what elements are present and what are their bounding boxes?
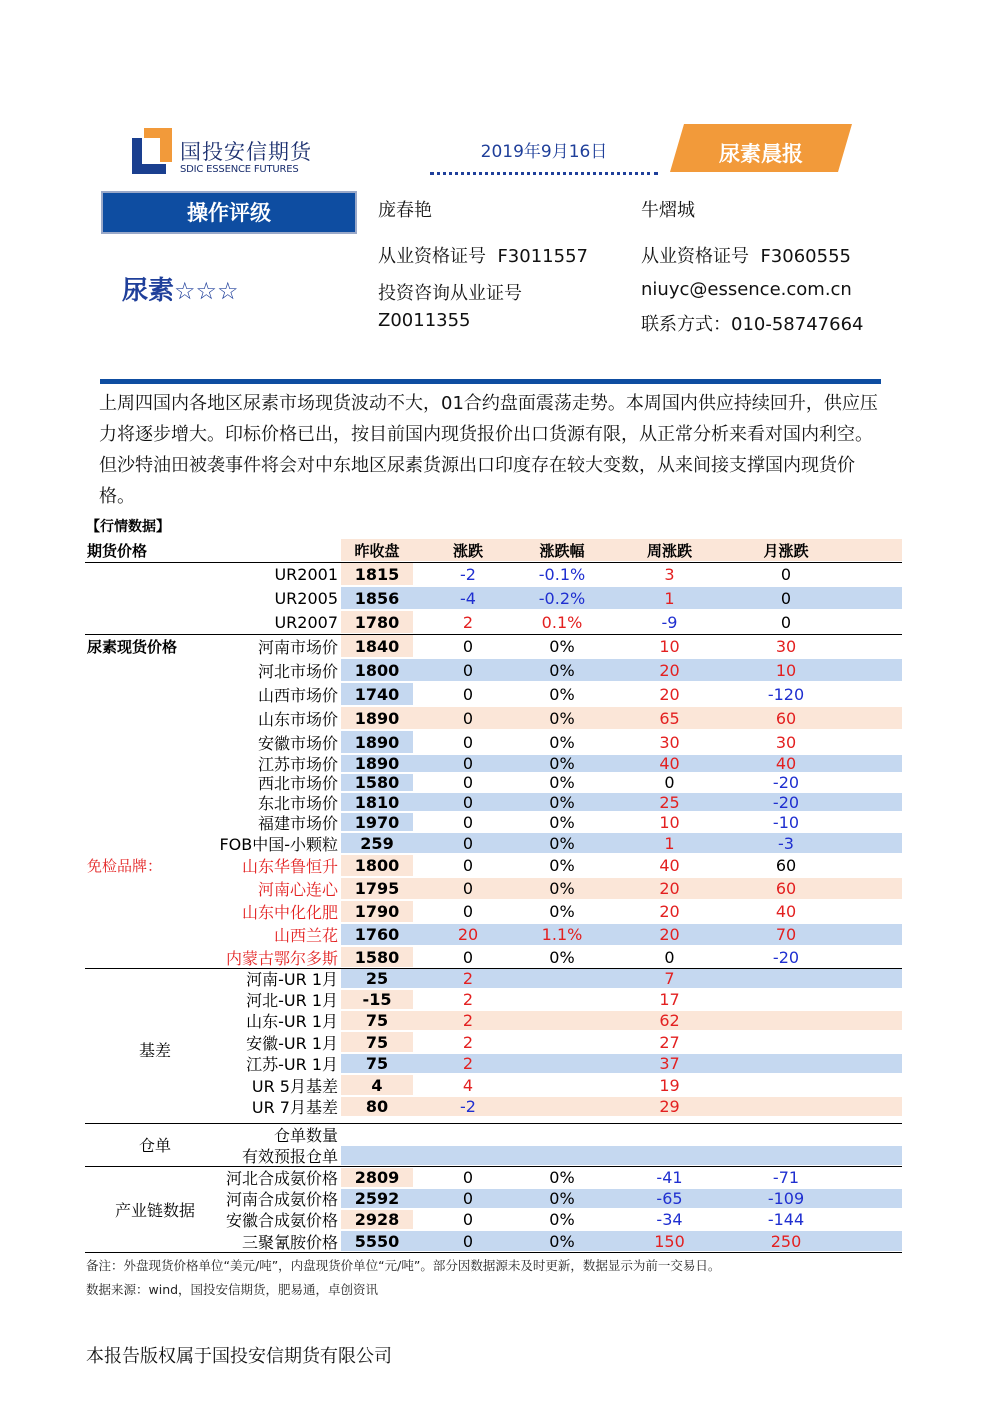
analyst-2-license-number: F3060555 <box>760 246 851 267</box>
cell-label: 河北合成氨价格 <box>225 1169 338 1188</box>
cell-week: -34 <box>656 1210 683 1229</box>
cell-pct: 0% <box>549 660 575 680</box>
cell-month: 70 <box>775 925 797 944</box>
cell-pct: 0% <box>549 856 575 875</box>
cell-label: 河南合成氨价格 <box>225 1190 338 1209</box>
cell-week: 19 <box>659 1075 680 1095</box>
cell-week: 10 <box>659 636 680 656</box>
cell-label: 西北市场价 <box>257 774 338 793</box>
cell-change: 2 <box>462 990 474 1009</box>
analyst-1-consult-label: 投资咨询从业证号 <box>378 283 522 304</box>
table-row <box>85 754 902 773</box>
cell-month: 30 <box>775 636 797 656</box>
cell-week: 150 <box>654 1231 685 1251</box>
cell-week: 3 <box>664 564 675 584</box>
cell-label: 江苏市场价 <box>257 755 338 774</box>
cell-pct: 0% <box>549 947 575 967</box>
cell-change: 0 <box>462 732 474 752</box>
cell-week: 29 <box>659 1097 680 1116</box>
company-logo <box>130 124 312 180</box>
group-exempt-brands: 免检品牌： <box>87 857 163 875</box>
cell-label: 河南心连心 <box>257 880 338 899</box>
report-title-badge <box>670 124 852 172</box>
cell-month: -109 <box>767 1189 805 1208</box>
table-row <box>85 730 902 754</box>
cell-label: UR 5月基差 <box>251 1076 338 1096</box>
cell-pct: 0% <box>549 879 575 898</box>
cell-change: 0 <box>462 773 474 792</box>
table-row <box>85 610 902 634</box>
cell-change: 2 <box>462 1032 474 1052</box>
table-row <box>85 586 902 610</box>
table-row <box>85 706 902 730</box>
table-row <box>85 923 902 946</box>
cell-change: 20 <box>457 925 479 944</box>
cell-close: -15 <box>362 990 392 1009</box>
cell-close: 1840 <box>354 636 400 656</box>
rating-box: 操作评级 <box>101 191 357 234</box>
cell-change: 0 <box>462 1231 474 1251</box>
cell-label: 山东中化化肥 <box>241 903 338 922</box>
table-separator <box>85 634 902 635</box>
cell-close: 1856 <box>354 588 400 608</box>
cell-pct: 0% <box>549 792 575 812</box>
cell-label: 安徽市场价 <box>257 733 338 753</box>
cell-change: 4 <box>462 1075 474 1095</box>
table-row <box>85 658 902 682</box>
cell-month: -10 <box>772 812 800 832</box>
market-summary: 上周四国内各地区尿素市场现货波动不大，01合约盘面震荡走势。本周国内供应持续回升，供应压力将逐步增大。印标价格已出，按目前国内现货报价出口货源有限，从正常分析来看对国内利空。但沙特油田被袭事件将会对中东地区尿素货源出口印度存在较大变数，从来间接支撑国内现货价格。 <box>99 393 878 507</box>
group-spot-price: 尿素现货价格 <box>87 637 178 656</box>
cell-week: 20 <box>659 660 680 680</box>
cell-pct: 0% <box>549 833 575 853</box>
cell-change: 0 <box>462 856 474 875</box>
product-rating <box>122 270 239 307</box>
product-name: 尿素 <box>122 276 175 306</box>
cell-close: 1760 <box>354 925 400 944</box>
cell-pct: 0% <box>549 1168 575 1187</box>
footnote: 备注：外盘现货价格单位“美元/吨”，内盘现货价单位“元/吨”。部分因数据源未及时更新，数据显示为前一交易日。 <box>86 1258 721 1273</box>
cell-close: 2809 <box>354 1168 400 1187</box>
group-industry-chain: 产业链数据 <box>114 1201 195 1220</box>
cell-close: 2928 <box>354 1210 400 1229</box>
table-separator <box>85 968 902 969</box>
cell-week: -9 <box>661 612 678 632</box>
cell-pct: 0% <box>549 684 575 704</box>
cell-label: FOB中国-小颗粒 <box>219 834 338 854</box>
cell-week: 37 <box>659 1054 680 1073</box>
cell-change: 0 <box>462 833 474 853</box>
logo-text-cn: 国投安信期货 <box>180 140 312 164</box>
cell-close: 1890 <box>354 754 400 773</box>
cell-close: 1890 <box>354 732 400 752</box>
cell-label: UR2001 <box>274 564 338 584</box>
section-label-market-data: 【行情数据】 <box>86 519 170 535</box>
data-source: 数据来源：wind，国投安信期货，肥易通，卓创资讯 <box>86 1282 379 1297</box>
cell-week: 62 <box>659 1011 680 1030</box>
header-month: 月涨跌 <box>763 541 809 560</box>
cell-pct: 0% <box>549 902 575 921</box>
cell-month: -120 <box>767 684 805 704</box>
cell-close: 75 <box>365 1011 389 1030</box>
cell-change: 0 <box>462 1210 474 1229</box>
cell-close: 25 <box>365 969 389 988</box>
cell-month: 0 <box>780 612 792 632</box>
table-row <box>85 773 902 792</box>
cell-week: 25 <box>659 792 680 812</box>
group-basis: 基差 <box>138 1041 171 1060</box>
cell-pct: -0.1% <box>538 564 586 584</box>
cell-week: 30 <box>659 732 680 752</box>
cell-month: -71 <box>772 1168 800 1187</box>
cell-close: 1800 <box>354 660 400 680</box>
cell-change: 0 <box>462 660 474 680</box>
cell-label: 河南市场价 <box>257 637 338 657</box>
cell-label: 山西兰花 <box>273 926 338 945</box>
cell-week: 1 <box>664 833 675 853</box>
cell-week: 0 <box>664 773 675 792</box>
cell-close: 1795 <box>354 879 400 898</box>
cell-close: 1890 <box>354 708 400 728</box>
cell-month: 60 <box>775 879 797 898</box>
cell-close: 1580 <box>354 773 400 792</box>
cell-change: -2 <box>460 1097 476 1116</box>
table-separator <box>85 1252 902 1253</box>
cell-label: 山东市场价 <box>257 709 338 729</box>
cell-month: 250 <box>770 1231 802 1251</box>
cell-change: 0 <box>462 754 474 773</box>
analyst-2-license <box>641 242 851 268</box>
table-row <box>85 682 902 706</box>
cell-close: 5550 <box>354 1231 400 1251</box>
cell-close: 1790 <box>354 902 400 921</box>
header-close: 昨收盘 <box>354 541 400 560</box>
logo-mark-icon <box>130 124 174 176</box>
cell-week: 0 <box>664 947 675 967</box>
cell-pct: 0% <box>549 1189 575 1208</box>
cell-label: 安徽-UR 1月 <box>246 1033 338 1053</box>
cell-change: 2 <box>462 1011 474 1030</box>
cell-pct: 0% <box>549 773 575 792</box>
table-row <box>85 877 902 900</box>
cell-week: 40 <box>659 754 680 773</box>
cell-label: 山东华鲁恒升 <box>241 857 338 876</box>
cell-month: 0 <box>780 588 792 608</box>
cell-month: 0 <box>780 564 792 584</box>
cell-change: 0 <box>462 792 474 812</box>
cell-label: UR2005 <box>274 588 338 608</box>
cell-close: 1810 <box>354 792 400 812</box>
cell-week: 20 <box>659 684 680 704</box>
cell-label: 安徽合成氨价格 <box>225 1211 338 1230</box>
cell-change: 0 <box>462 636 474 656</box>
cell-close: 1815 <box>354 564 400 584</box>
cell-label: UR2007 <box>274 612 338 632</box>
cell-week: 40 <box>659 856 680 875</box>
cell-label: 仓单数量 <box>273 1125 338 1145</box>
cell-pct: 0% <box>549 708 575 728</box>
header-category: 期货价格 <box>87 541 148 560</box>
cell-month: 30 <box>775 732 797 752</box>
cell-label: 山西市场价 <box>257 685 338 705</box>
analyst-1-license-label: 从业资格证号 <box>378 246 486 267</box>
cell-pct: 0% <box>549 812 575 832</box>
cell-month: -20 <box>772 773 800 792</box>
table-row <box>85 792 902 812</box>
cell-close: 75 <box>365 1054 389 1073</box>
cell-month: 60 <box>775 708 797 728</box>
analyst-1-name: 庞春艳 <box>378 200 432 221</box>
analyst-2-email: niuyc@essence.com.cn <box>641 279 852 300</box>
cell-close: 2592 <box>354 1189 400 1208</box>
cell-month: 60 <box>775 856 797 875</box>
cell-week: 7 <box>664 969 675 988</box>
analyst-1-consult-number: Z0011355 <box>378 310 471 331</box>
cell-close: 75 <box>365 1032 389 1052</box>
cell-month: -20 <box>772 792 800 812</box>
cell-month: -3 <box>778 833 794 853</box>
table-row <box>85 832 902 854</box>
rating-stars: ☆☆☆ <box>174 277 239 305</box>
cell-change: 0 <box>462 1189 474 1208</box>
report-date: 2019年9月16日 <box>430 137 658 175</box>
cell-label: 东北市场价 <box>257 793 338 813</box>
cell-label: 福建市场价 <box>257 813 338 833</box>
cell-label: 山东-UR 1月 <box>246 1012 338 1031</box>
cell-change: 2 <box>462 1054 474 1073</box>
cell-change: 0 <box>462 684 474 704</box>
cell-week: 10 <box>659 812 680 832</box>
cell-month: -20 <box>772 947 800 967</box>
table-separator <box>85 1166 902 1167</box>
cell-label: 河南-UR 1月 <box>246 970 338 989</box>
cell-month: -144 <box>767 1210 805 1229</box>
analyst-2-license-label: 从业资格证号 <box>641 246 749 267</box>
cell-close: 1580 <box>354 947 400 967</box>
cell-change: 0 <box>462 1168 474 1187</box>
table-row <box>85 812 902 832</box>
cell-close: 4 <box>371 1075 383 1095</box>
report-title: 尿素晨报 <box>719 142 803 166</box>
analyst-1-license <box>378 242 588 268</box>
table-header-row <box>85 538 902 562</box>
cell-week: -65 <box>656 1189 683 1208</box>
cell-change: 0 <box>462 879 474 898</box>
table-separator <box>85 1123 902 1124</box>
table-row <box>85 562 902 586</box>
cell-change: 0 <box>462 812 474 832</box>
cell-close: 1800 <box>354 856 400 875</box>
cell-change: 0 <box>462 947 474 967</box>
cell-change: 2 <box>462 612 474 632</box>
cell-pct: 1.1% <box>541 925 583 944</box>
cell-change: 0 <box>462 708 474 728</box>
cell-pct: 0% <box>549 1231 575 1251</box>
analyst-2-contact: 联系方式：010-58747664 <box>641 314 864 335</box>
cell-pct: 0.1% <box>541 612 583 632</box>
cell-label: 江苏-UR 1月 <box>246 1055 338 1074</box>
header-change: 涨跌 <box>452 541 483 560</box>
row-highlight <box>341 1146 902 1165</box>
cell-label: 河北-UR 1月 <box>246 991 338 1010</box>
cell-week: 20 <box>659 925 680 944</box>
cell-pct: 0% <box>549 732 575 752</box>
cell-change: 2 <box>462 969 474 988</box>
table-row <box>85 900 902 923</box>
table-row <box>85 946 902 968</box>
cell-label: 三聚氰胺价格 <box>241 1232 338 1252</box>
cell-week: 1 <box>664 588 675 608</box>
cell-change: -2 <box>460 564 476 584</box>
cell-close: 1970 <box>354 812 400 832</box>
cell-label: UR 7月基差 <box>251 1098 338 1117</box>
cell-pct: -0.2% <box>538 588 586 608</box>
cell-change: -4 <box>460 588 476 608</box>
cell-change: 0 <box>462 902 474 921</box>
section-divider <box>100 379 881 384</box>
cell-label: 内蒙古鄂尔多斯 <box>225 948 338 968</box>
cell-close: 1780 <box>354 612 400 632</box>
cell-close: 1740 <box>354 684 400 704</box>
table-separator <box>85 562 902 563</box>
cell-week: 20 <box>659 879 680 898</box>
cell-label: 有效预报仓单 <box>241 1147 338 1166</box>
group-warehouse: 仓单 <box>138 1136 171 1155</box>
cell-week: 20 <box>659 902 680 921</box>
cell-close: 259 <box>360 833 394 853</box>
cell-week: 27 <box>659 1032 680 1052</box>
header-pct: 涨跌幅 <box>539 541 585 560</box>
cell-week: -41 <box>656 1168 683 1187</box>
cell-close: 80 <box>365 1097 389 1116</box>
cell-month: 40 <box>775 754 797 773</box>
cell-month: 40 <box>775 902 797 921</box>
analyst-2-name: 牛熠城 <box>641 200 695 221</box>
logo-text-en: SDIC ESSENCE FUTURES <box>180 164 299 175</box>
copyright: 本报告版权属于国投安信期货有限公司 <box>86 1346 392 1367</box>
cell-label: 河北市场价 <box>257 661 338 681</box>
header-week: 周涨跌 <box>646 541 692 560</box>
cell-week: 17 <box>659 990 680 1009</box>
cell-pct: 0% <box>549 754 575 773</box>
analyst-1-license-number: F3011557 <box>497 246 588 267</box>
cell-week: 65 <box>659 708 680 728</box>
cell-pct: 0% <box>549 1210 575 1229</box>
cell-pct: 0% <box>549 636 575 656</box>
cell-month: 10 <box>775 660 797 680</box>
